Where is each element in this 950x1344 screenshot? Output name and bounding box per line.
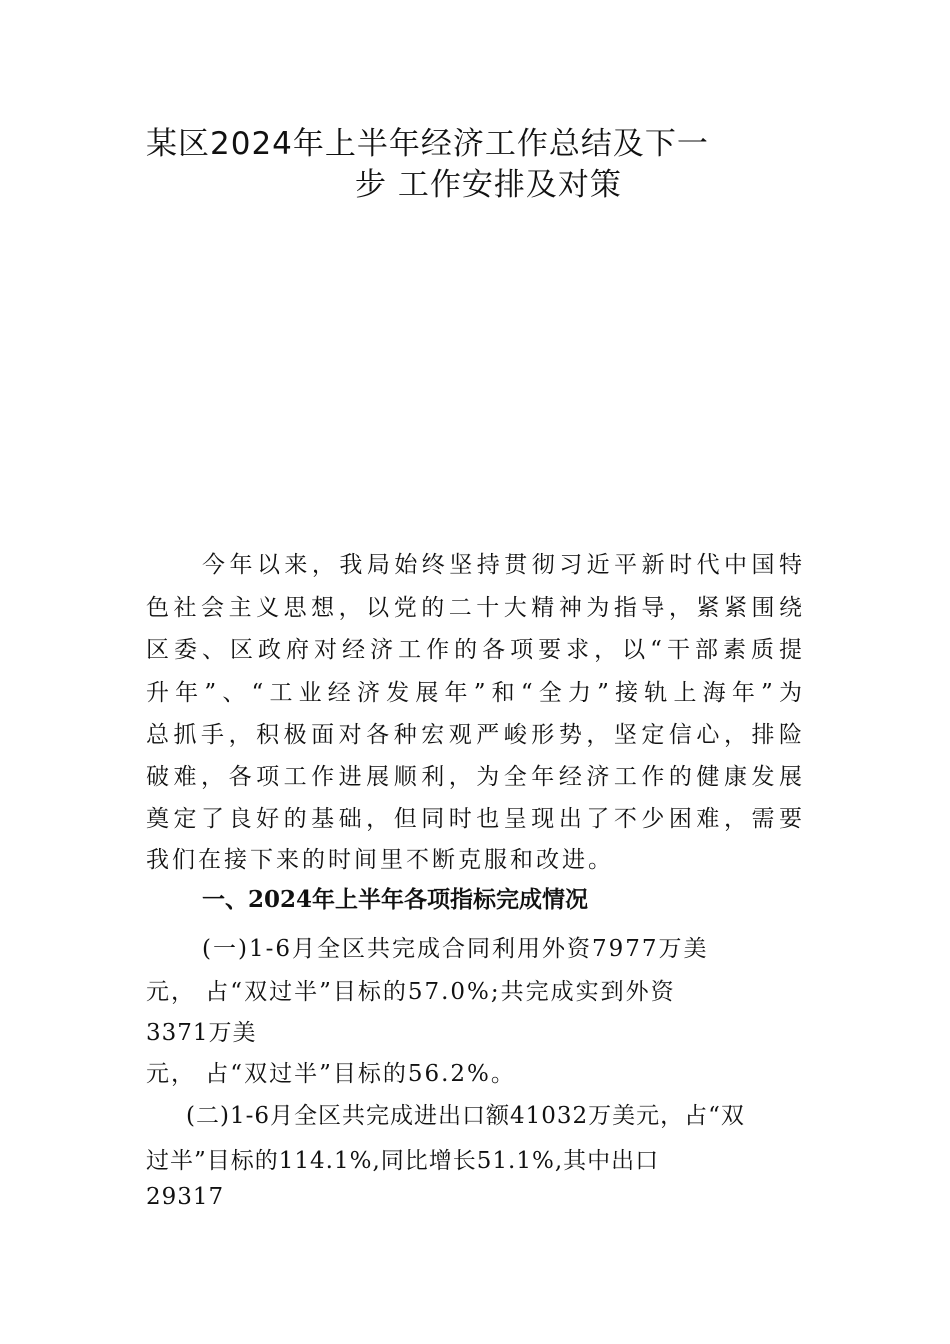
- item1-line-1: (一)1-6月全区共完成合同利用外资7977万美: [202, 936, 709, 962]
- item1-line-4: 元， 占“双过半”目标的56.2%。: [146, 1061, 516, 1087]
- intro-line-5: 总抓手，积极面对各种宏观严峻形势，坚定信心，排险: [146, 722, 802, 748]
- intro-line-1: 今年以来，我局始终坚持贯彻习近平新时代中国特: [202, 552, 802, 578]
- document-title-line-2: 步 工作安排及对策: [355, 167, 622, 203]
- intro-line-8: 我们在接下来的时间里不断克服和改进。: [146, 847, 614, 873]
- intro-line-7: 奠定了良好的基础，但同时也呈现出了不少困难，需要: [146, 806, 802, 832]
- item1-line-2: 元， 占“双过半”目标的57.0%;共完成实到外资: [146, 979, 676, 1005]
- item2-line-2: 过半”目标的114.1%,同比增长51.1%,其中出口: [146, 1148, 660, 1174]
- item1-line-3: 3371万美: [146, 1020, 257, 1046]
- intro-line-6: 破难，各项工作进展顺利，为全年经济工作的健康发展: [146, 764, 802, 790]
- intro-line-4: 升年”、“工业经济发展年”和“全力”接轨上海年”为: [146, 680, 802, 706]
- intro-line-2: 色社会主义思想，以党的二十大精神为指导，紧紧围绕: [146, 595, 802, 621]
- item2-line-3: 29317: [146, 1184, 225, 1210]
- section-heading-1: 一、2024年上半年各项指标完成情况: [202, 886, 589, 913]
- intro-line-3: 区委、区政府对经济工作的各项要求，以“干部素质提: [146, 637, 802, 663]
- document-title-line-1: 某区2024年上半年经济工作总结及下一: [146, 126, 709, 162]
- item2-line-1: (二)1-6月全区共完成进出口额41032万美元，占“双: [186, 1103, 745, 1129]
